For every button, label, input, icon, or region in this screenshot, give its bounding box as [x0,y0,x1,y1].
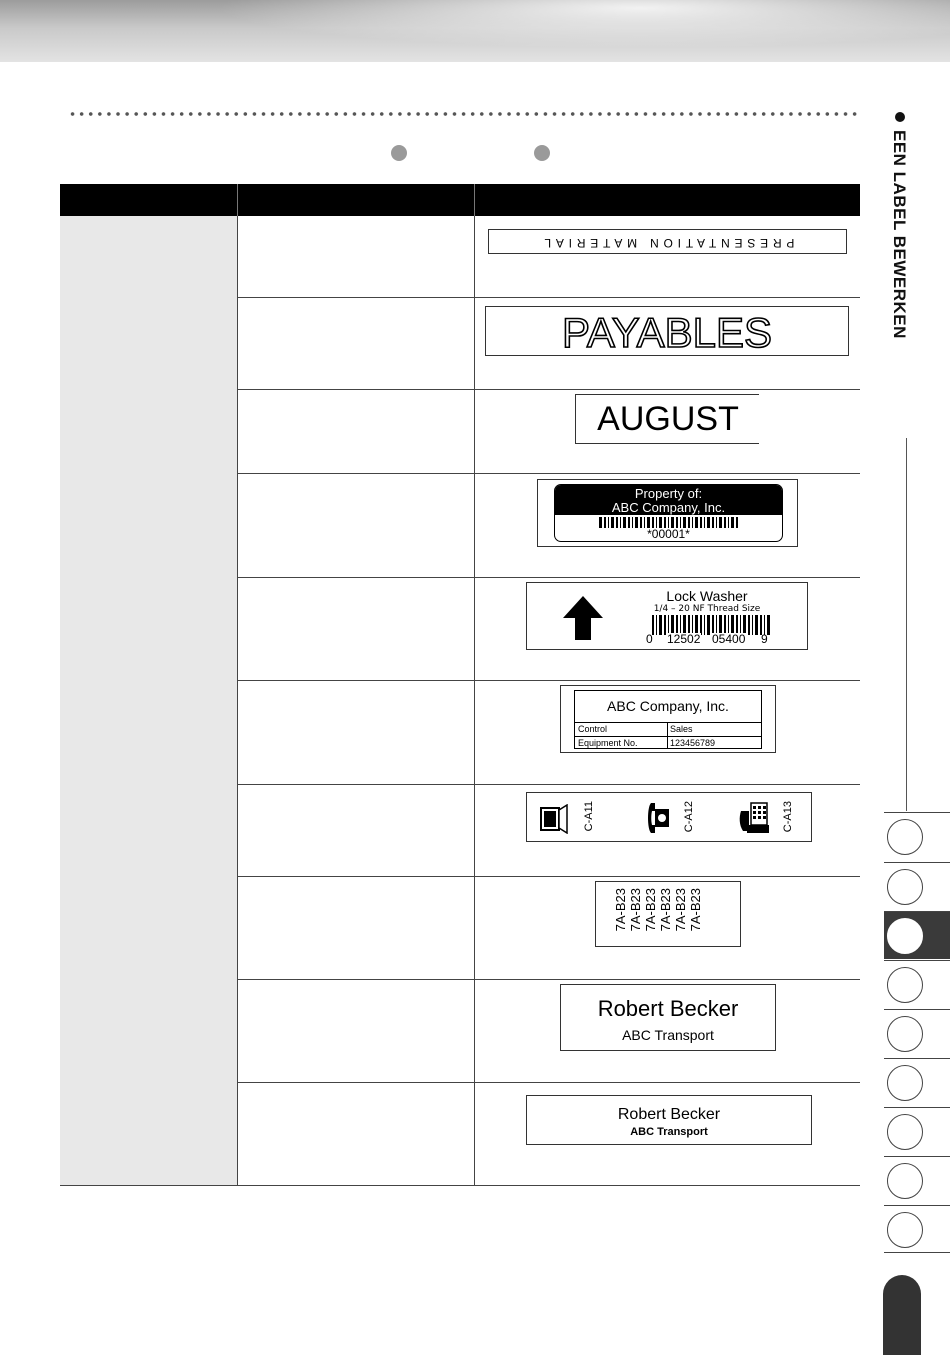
equipment-row-label: Control [578,724,608,734]
equipment-row [575,722,761,737]
vertical-code-text: 7A-B23 [673,888,688,932]
table-row-divider [237,979,860,980]
vertical-code-text: 7A-B23 [643,888,658,932]
upc-group1: 12502 [667,632,701,646]
table-column-divider [474,216,475,1186]
equipment-company: ABC Company, Inc. [607,698,729,714]
equipment-row [575,736,761,749]
grey-dot-marker [391,145,407,161]
chapter-tab-circle [887,819,923,855]
cable-label-1: C-A11 [583,801,595,832]
side-divider [906,438,907,811]
upc-digit-last: 9 [761,632,768,646]
table-header [60,184,860,216]
header-bar [0,0,950,62]
property-line2: ABC Company, Inc. [611,500,726,515]
table-row-divider [237,473,860,474]
badge-name-large: Robert Becker [597,996,739,1021]
equipment-row-value: Sales [667,723,693,737]
chapter-title-text: EEN LABEL BEWERKEN [890,130,909,339]
table-column-divider [237,216,238,1186]
page-number-tab [883,1275,921,1355]
chapter-tab-circle [887,1114,923,1150]
chapter-tab-circle [887,1212,923,1248]
cable-label-2: C-A12 [683,801,695,833]
upc-group2: 05400 [712,632,746,646]
presentation-text [489,230,846,253]
label-sample-property [537,479,798,547]
vertical-code-text: 7A-B23 [658,888,673,932]
chapter-tab-circle [887,967,923,1003]
table-row-divider [237,784,860,785]
label-sample-equipment [560,685,776,753]
chapter-side-title [889,130,909,380]
vertical-code-text: 7A-B23 [688,888,703,932]
chapter-tab[interactable] [884,960,950,1008]
vertical-code-text: 7A-B23 [613,888,628,932]
equipment-row-value: 123456789 [667,737,715,749]
badge-name-small: Robert Becker [617,1106,721,1123]
chapter-tab[interactable] [884,911,950,959]
table-row-divider [237,297,860,298]
chapter-tab-circle [887,1016,923,1052]
chapter-tab-circle [887,918,923,954]
table-row-divider [237,577,860,578]
table-row-divider [237,680,860,681]
lock-washer-title: Lock Washer [666,588,748,604]
upc-digit-first: 0 [646,632,653,646]
property-code: *00001* [647,527,690,541]
property-line1: Property of: [634,486,703,501]
dotted-separator [68,111,860,117]
badge-company-large: ABC Transport [622,1027,714,1043]
label-sample-presentation [488,229,847,254]
chapter-tab[interactable] [884,812,950,860]
table-category-cell [60,216,237,1186]
label-sample-august [575,394,759,444]
label-sample-name-badge-large [560,984,776,1051]
table-row-divider [237,1082,860,1083]
chapter-tab[interactable] [884,1107,950,1155]
tabs-bottom-border [884,1252,950,1253]
chapter-tab[interactable] [884,1156,950,1204]
label-sample-name-badge-small [526,1095,812,1145]
chapter-tab[interactable] [884,1205,950,1253]
chapter-tab[interactable] [884,1009,950,1057]
chapter-tab-circle [887,1065,923,1101]
table-row-divider [237,389,860,390]
badge-company-small: ABC Transport [630,1126,708,1138]
label-sample-lock-washer [526,582,808,650]
svg-text:PRESENTATION MATERIAL: PRESENTATION MATERIAL [539,235,795,250]
arrow-up-icon [563,596,603,640]
monitor-icon [539,804,571,834]
equipment-row-label: Equipment No. [578,738,638,748]
august-text: AUGUST [597,400,739,438]
fax-machine-icon [739,801,771,835]
label-sample-vertical-codes [595,881,741,947]
vertical-code-text: 7A-B23 [628,888,643,932]
chapter-tab[interactable] [884,862,950,910]
label-sample-payables [485,306,849,356]
cable-label-3: C-A13 [782,801,794,833]
table-row-divider [237,876,860,877]
table-bottom-border [60,1185,860,1186]
telephone-icon [645,801,671,835]
lock-washer-subtitle: 1/4 – 20 NF Thread Size [653,604,761,614]
grey-dot-marker [534,145,550,161]
chapter-tab-circle [887,1163,923,1199]
chapter-bullet [895,112,905,122]
chapter-tab-circle [887,869,923,905]
chapter-tab[interactable] [884,1058,950,1106]
label-sample-cables [526,792,812,842]
payables-outline-text: PAYABLES [561,309,773,355]
